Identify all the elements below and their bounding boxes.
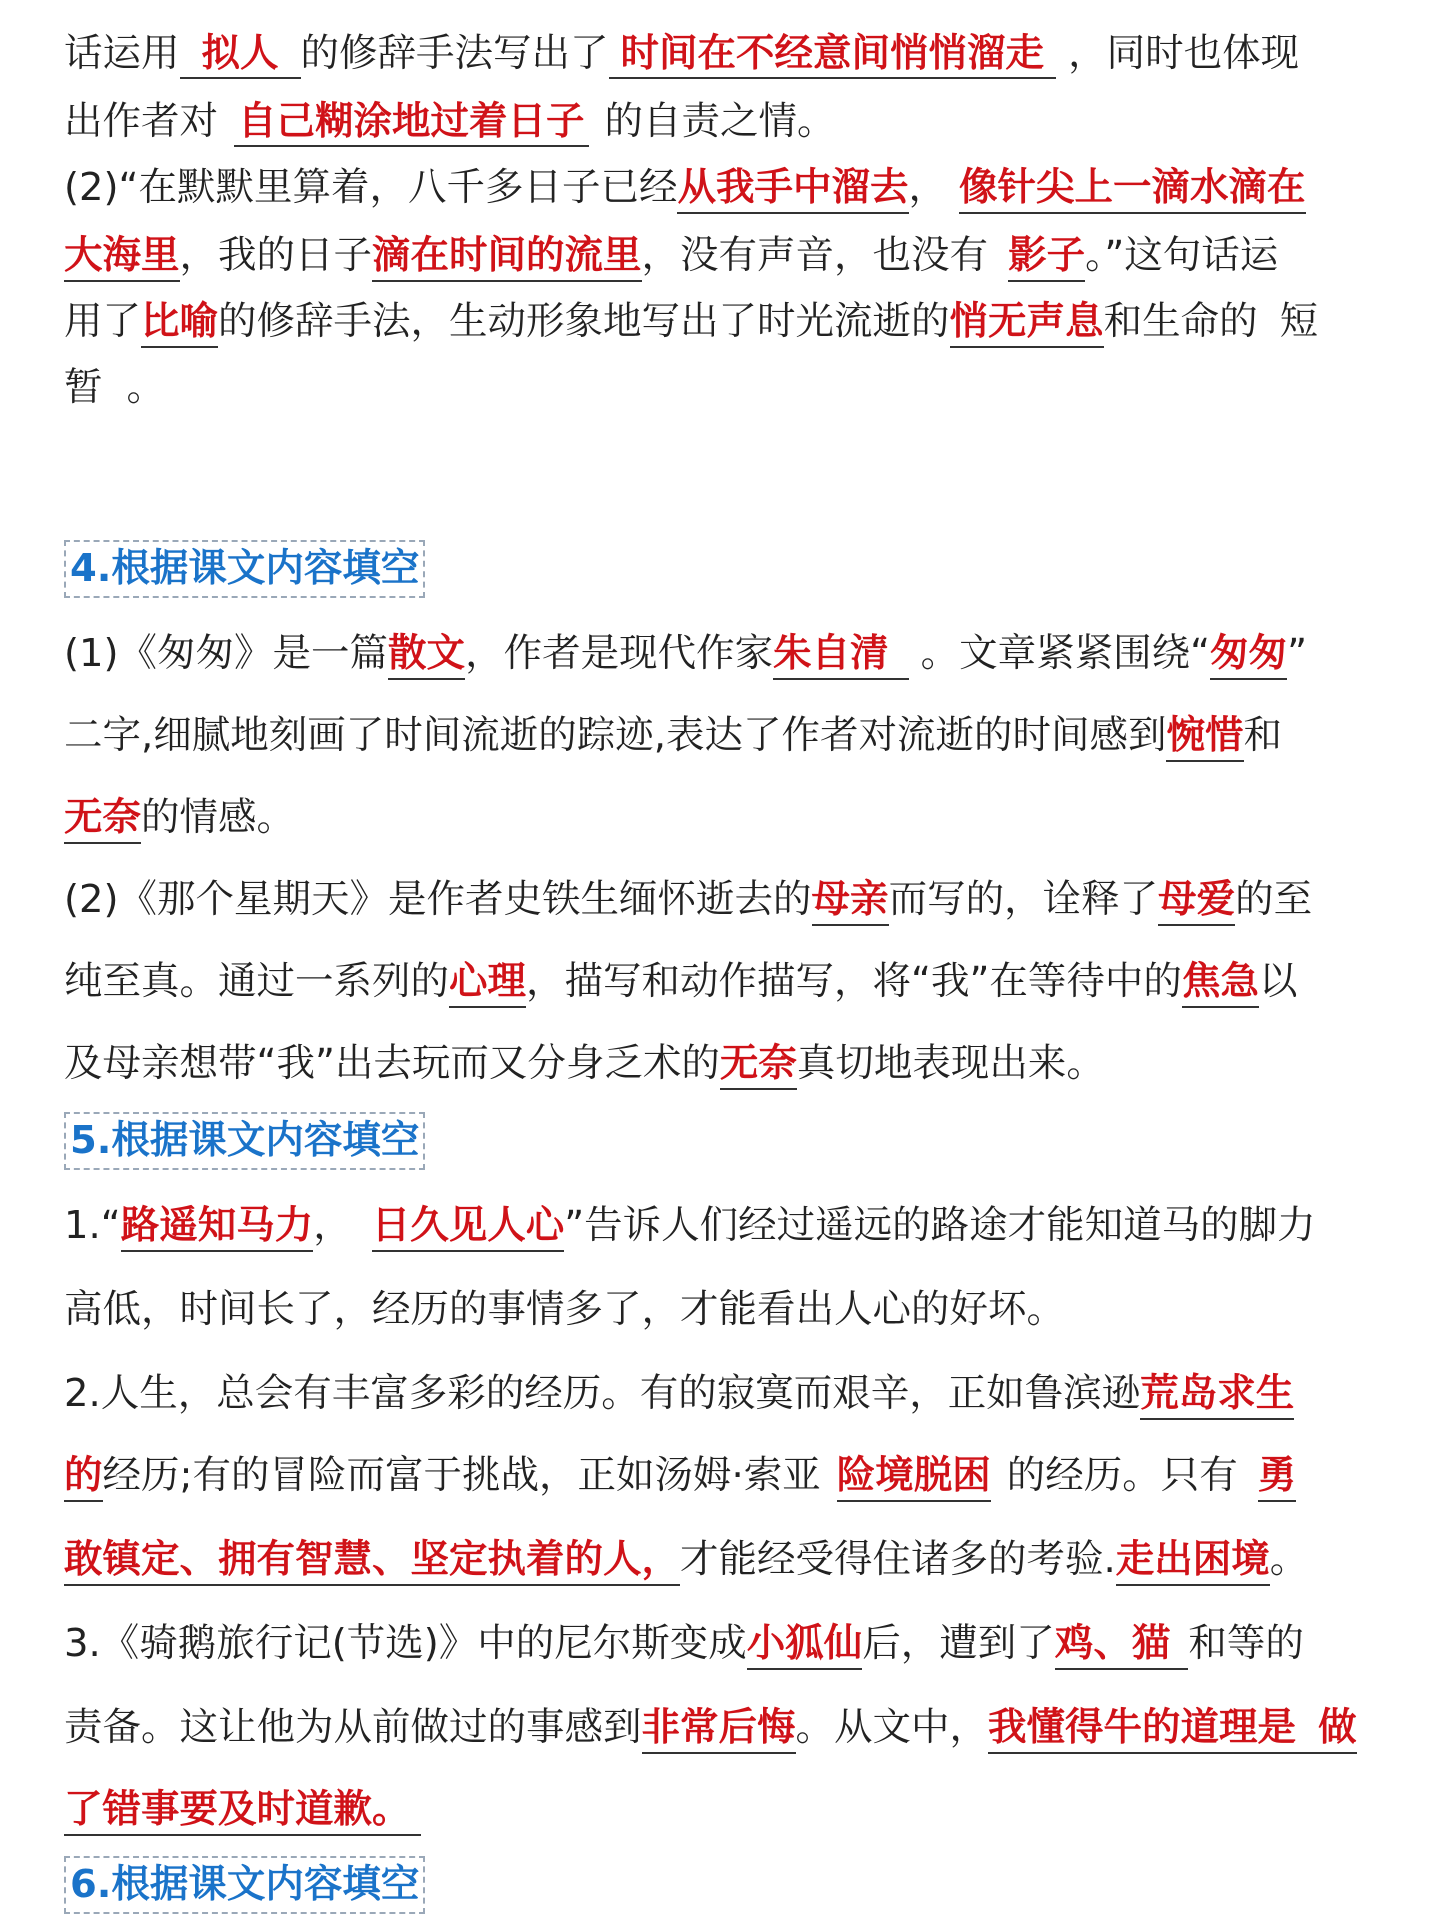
- answer-blank: 的: [64, 1453, 103, 1502]
- text: 的自责之情。: [604, 99, 836, 144]
- text-line: [64, 358, 1388, 418]
- answer-blank: 勇: [1258, 1453, 1297, 1502]
- text: ，描写和动作描写，将“我”在等待中的: [526, 959, 1182, 1004]
- text: 才能经受得住诸多的考验.: [680, 1537, 1116, 1582]
- text: 的修辞手法，生动形象地写出了时光流逝的: [218, 299, 950, 344]
- answer-blank: 滴在时间的流里: [372, 233, 642, 282]
- answer-blank: 匆匆: [1210, 631, 1287, 680]
- text: 的情感。: [141, 795, 296, 840]
- text: 及母亲想带“我”出去玩而又分身乏术的: [64, 1041, 720, 1086]
- text: 的经历。只有: [1006, 1453, 1238, 1498]
- answer-blank: 拟人: [180, 31, 301, 79]
- text: 和生命的: [1103, 299, 1258, 344]
- text: ，我的日子: [179, 233, 373, 278]
- text: ，作者是现代作家: [465, 631, 774, 676]
- text-line: [64, 952, 1388, 1012]
- text: ”告诉人们经过遥远的路途才能知道马的脚力: [564, 1203, 1316, 1248]
- section-heading-6: 6.根据课文内容填空: [64, 1856, 425, 1914]
- text-line: [64, 1446, 1388, 1506]
- text-line: [64, 870, 1388, 930]
- answer-blank: 走出困境: [1116, 1537, 1270, 1586]
- text: ，没有声音，也没有: [641, 233, 989, 278]
- answer-blank: 鸡、猫: [1055, 1621, 1189, 1670]
- answer-blank: 比喻: [141, 299, 218, 348]
- answer-blank: 影子: [1008, 233, 1085, 282]
- answer-blank: 母爱: [1158, 877, 1235, 926]
- answer-blank: 焦急: [1182, 959, 1259, 1008]
- text-line: [64, 1196, 1388, 1256]
- text: ，: [313, 1203, 352, 1248]
- text: 。文章紧紧围绕“: [920, 631, 1211, 676]
- text: 出作者对: [64, 99, 219, 144]
- text: ，同时也体现: [1068, 31, 1300, 76]
- answer-blank: 荒岛求生: [1140, 1371, 1294, 1420]
- answer-blank: 心理: [449, 959, 526, 1008]
- text: 责备。这让他为从前做过的事感到: [64, 1705, 642, 1750]
- answer-blank: 做: [1296, 1705, 1357, 1754]
- answer-blank: 像针尖上一滴水滴在: [959, 165, 1306, 214]
- text-line: [64, 1280, 1388, 1340]
- text: ”: [1287, 631, 1308, 676]
- section-heading-5: 5.根据课文内容填空: [64, 1112, 425, 1170]
- text: 。从文中，: [795, 1705, 989, 1750]
- text: 。: [126, 365, 166, 410]
- answer-blank: 了错事要及时道歉。: [64, 1787, 421, 1836]
- answer-blank: 无奈: [720, 1041, 797, 1090]
- text-line: [64, 92, 1388, 152]
- text-line: [64, 158, 1388, 218]
- text: 用了: [64, 299, 142, 344]
- answer-blank: 险境脱困: [837, 1453, 991, 1502]
- text-line: [64, 624, 1388, 684]
- answer-blank: 散文: [388, 631, 465, 680]
- text: (1)《匆匆》是一篇: [64, 631, 389, 676]
- answer-blank: 惋惜: [1166, 713, 1243, 762]
- text: 的至: [1235, 877, 1313, 922]
- answer-blank: 无奈: [64, 795, 141, 844]
- section-heading-4: 4.根据课文内容填空: [64, 540, 425, 598]
- text-line: [64, 788, 1388, 848]
- text-line: [64, 1614, 1388, 1674]
- text: 高低，时间长了，经历的事情多了，才能看出人心的好坏。: [64, 1287, 1066, 1332]
- text: 。: [1269, 1537, 1309, 1582]
- text: 以: [1258, 959, 1298, 1004]
- text: 经历;有的冒险而富于挑战，正如汤姆·索亚: [102, 1453, 821, 1498]
- text-line: [64, 1698, 1388, 1758]
- text: 和: [1243, 713, 1283, 758]
- text: (2)“在默默里算着，八千多日子已经: [64, 165, 678, 210]
- answer-blank: 我懂得牛的道理是: [988, 1705, 1296, 1754]
- text: 二字,细腻地刻画了时间流逝的踪迹,表达了作者对流逝的时间感到: [64, 713, 1167, 758]
- text-line: [64, 1780, 1388, 1840]
- text: 纯至真。通过一系列的: [64, 959, 450, 1004]
- answer-blank: 朱自清: [773, 631, 909, 680]
- answer-blank: 日久见人心: [372, 1203, 565, 1252]
- text: 而写的，诠释了: [888, 877, 1159, 922]
- answer-blank: 从我手中溜去: [677, 165, 908, 214]
- text-line: [64, 706, 1388, 766]
- text: 。”这句话运: [1085, 233, 1279, 278]
- answer-blank: 大海里: [64, 233, 180, 282]
- answer-blank: 母亲: [812, 877, 889, 926]
- text: 话运用: [64, 31, 180, 76]
- answer-blank: 悄无声息: [950, 299, 1104, 348]
- text: 和等的: [1188, 1621, 1304, 1666]
- text: 后，遭到了: [862, 1621, 1055, 1666]
- text: (2)《那个星期天》是作者史铁生缅怀逝去的: [64, 877, 812, 922]
- text-line: [64, 292, 1388, 352]
- text-line: [64, 226, 1388, 286]
- text: 1.“: [64, 1203, 121, 1248]
- answer-blank: 时间在不经意间悄悄溜走: [609, 31, 1057, 79]
- text: 暂: [64, 365, 103, 410]
- text: 3.《骑鹅旅行记(节选)》中的尼尔斯变成: [64, 1621, 747, 1666]
- text-line: [64, 1364, 1388, 1424]
- text: 真切地表现出来。: [796, 1041, 1105, 1086]
- answer-blank: 路遥知马力: [121, 1203, 314, 1252]
- text-line: [64, 1530, 1388, 1590]
- answer-blank: 自己糊涂地过着日子: [234, 99, 589, 147]
- text: ，: [908, 165, 948, 210]
- text-line: [64, 1034, 1388, 1094]
- text: 短: [1279, 299, 1319, 344]
- answer-blank: 小狐仙: [747, 1621, 863, 1670]
- answer-blank: 非常后悔: [642, 1705, 796, 1754]
- text: 的修辞手法写出了: [300, 31, 609, 76]
- text-line: [64, 24, 1388, 84]
- text: 2.人生，总会有丰富多彩的经历。有的寂寞而艰辛，正如鲁滨逊: [64, 1371, 1141, 1416]
- answer-blank: 敢镇定、拥有智慧、坚定执着的人，: [64, 1537, 680, 1586]
